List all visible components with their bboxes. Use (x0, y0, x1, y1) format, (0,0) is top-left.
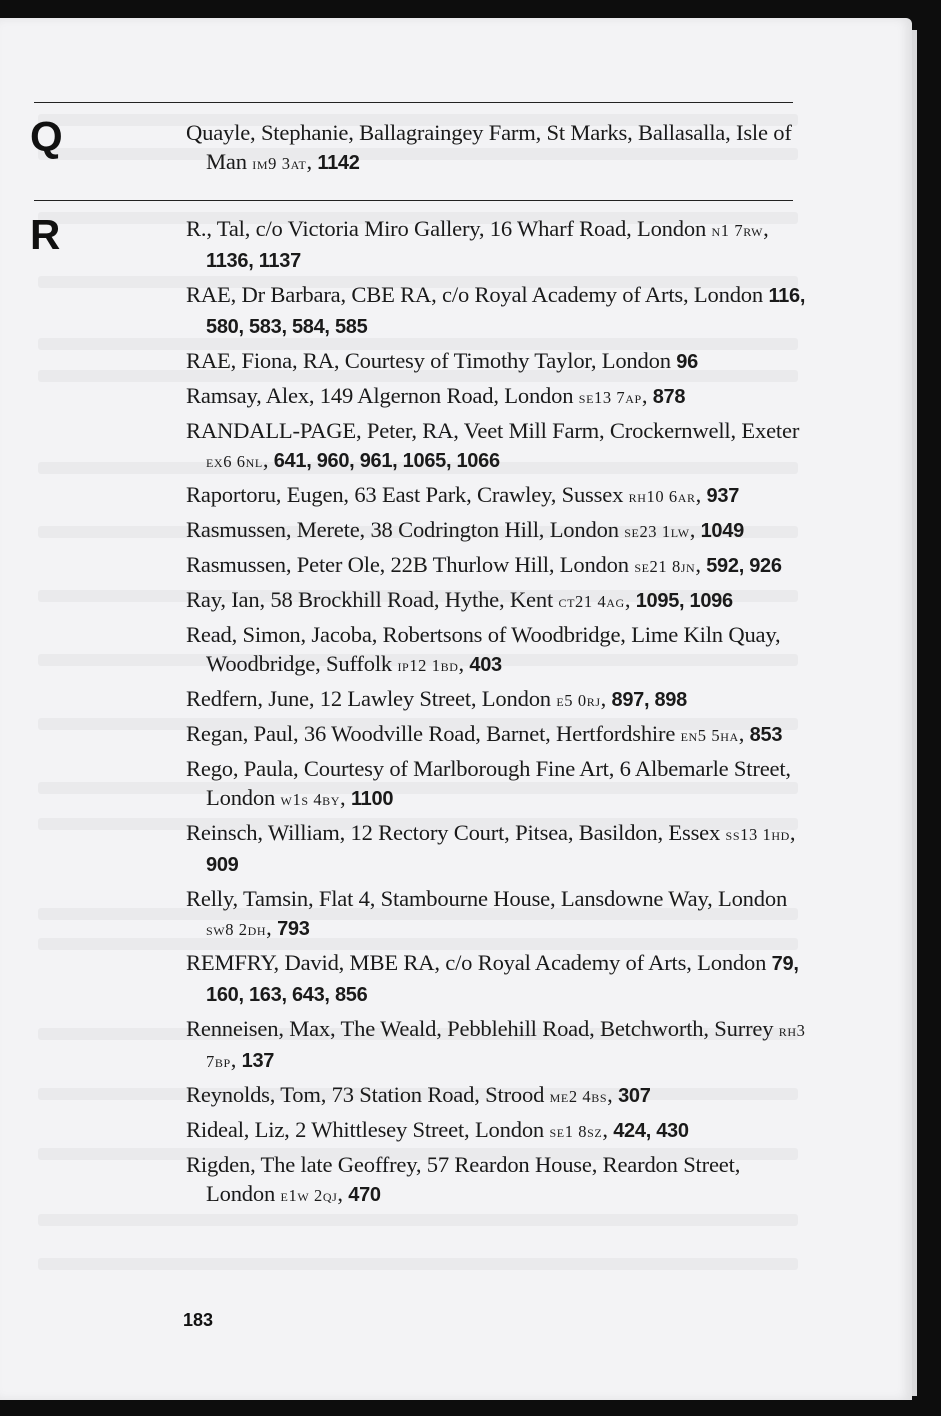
entry-name: REMFRY, David, MBE RA, c/o Royal Academy of Arts, London (186, 950, 767, 975)
index-entry: Renneisen, Max, The Weald, Pebblehill Road, Betchworth, Surrey rh3 7bp, 137 (186, 1016, 806, 1072)
entry-postcode: se1 8sz (549, 1122, 603, 1141)
entry-postcode: me2 4bs (549, 1087, 608, 1106)
entry-name: Renneisen, Max, The Weald, Pebblehill Road, Betchworth, Surrey (186, 1016, 774, 1041)
entry-postcode: ct21 4ag (558, 592, 625, 611)
entry-name: Raportoru, Eugen, 63 East Park, Crawley, Sussex (186, 482, 624, 507)
index-entry: Rasmussen, Merete, 38 Codrington Hill, London se23 1lw, 1049 (186, 517, 744, 542)
index-entry (186, 346, 806, 377)
index-entry: Ramsay, Alex, 149 Algernon Road, London se13 7ap, 878 (186, 383, 686, 408)
entry-name: Relly, Tamsin, Flat 4, Stambourne House, Lansdowne Way, London (186, 886, 788, 911)
entry-name: Reinsch, William, 12 Rectory Court, Pitsea, Basildon, Essex (186, 820, 721, 845)
entry-pages: 307 (618, 1085, 651, 1107)
section-rule-r (34, 200, 793, 201)
entry-name: RAE, Dr Barbara, CBE RA, c/o Royal Academy of Arts, London (186, 282, 763, 307)
index-entry: Read, Simon, Jacoba, Robertsons of Woodbridge, Lime Kiln Quay, Woodbridge, Suffolk ip12 1bd, 403 (186, 622, 781, 676)
entry-pages: 1136, 1137 (206, 250, 301, 272)
index-entry: Rasmussen, Peter Ole, 22B Thurlow Hill, London se21 8jn, 592, 926 (186, 552, 782, 577)
entry-name: RAE, Fiona, RA, Courtesy of Timothy Taylor, London (186, 348, 671, 373)
entry-postcode: e5 0rj (556, 691, 601, 710)
entry-postcode: e1w 2qj (280, 1186, 338, 1205)
entry-postcode: se23 1lw (624, 522, 690, 541)
index-entry: Rego, Paula, Courtesy of Marlborough Fine Art, 6 Albemarle Street, London w1s 4by, 1100 (186, 756, 791, 810)
index-entry: Redfern, June, 12 Lawley Street, London e5 0rj, 897, 898 (186, 686, 687, 711)
entry-name: Quayle, Stephanie, Ballagraingey Farm, St Marks, Ballasalla, Isle of Man (186, 120, 792, 174)
entry-pages: 79, 160, 163, 643, 856 (206, 953, 799, 1006)
entry-postcode: n1 7rw (711, 221, 764, 240)
entry-name: Reynolds, Tom, 73 Station Road, Strood (186, 1082, 545, 1107)
section-letter-q: Q (30, 113, 63, 160)
index-entry: Reinsch, William, 12 Rectory Court, Pitsea, Basildon, Essex ss13 1hd, 909 (186, 820, 796, 876)
entry-pages: 96 (676, 351, 698, 373)
section-letter-r: R (30, 211, 61, 258)
entry-name: Rego, Paula, Courtesy of Marlborough Fine Art, 6 Albemarle Street, London (186, 756, 791, 810)
entry-name: Read, Simon, Jacoba, Robertsons of Woodbridge, Lime Kiln Quay, Woodbridge, Suffolk (186, 622, 781, 676)
index-entry: Relly, Tamsin, Flat 4, Stambourne House, Lansdowne Way, London sw8 2dh, 793 (186, 886, 788, 940)
section-r-entries (186, 214, 806, 1214)
section-q-entries (186, 118, 806, 182)
section-rule-q (34, 102, 793, 103)
entry-pages: 897, 898 (611, 689, 687, 711)
entry-pages: 909 (206, 854, 239, 876)
index-entry: R., Tal, c/o Victoria Miro Gallery, 16 Wharf Road, London n1 7rw, 1136, 1137 (186, 216, 769, 272)
entry-pages: 853 (749, 724, 783, 746)
entry-name: R., Tal, c/o Victoria Miro Gallery, 16 Wharf Road, London (186, 216, 707, 241)
entry-postcode: ip12 1bd (397, 656, 459, 675)
entry-name: Rasmussen, Peter Ole, 22B Thurlow Hill, London (186, 552, 629, 577)
entry-pages: 641, 960, 961, 1065, 1066 (273, 450, 500, 472)
entry-postcode: ex6 6nl (206, 452, 263, 471)
entry-postcode: ss13 1hd (725, 825, 790, 844)
entry-pages: 1142 (317, 152, 360, 174)
entry-pages: 937 (706, 485, 740, 507)
entry-name: Rasmussen, Merete, 38 Codrington Hill, London (186, 517, 619, 542)
index-entry: Quayle, Stephanie, Ballagraingey Farm, St Marks, Ballasalla, Isle of Man im9 3at, 1142 (186, 120, 792, 174)
entry-name: Rideal, Liz, 2 Whittlesey Street, London (186, 1117, 545, 1142)
index-entry: Raportoru, Eugen, 63 East Park, Crawley, Sussex rh10 6ar, 937 (186, 482, 740, 507)
page-number: 183 (183, 1310, 214, 1330)
index-entry: RANDALL-PAGE, Peter, RA, Veet Mill Farm, Crockernwell, Exeter ex6 6nl, 641, 960, 961, 1065, 1066 (186, 418, 800, 472)
index-entry: Reynolds, Tom, 73 Station Road, Strood me2 4bs, 307 (186, 1082, 651, 1107)
index-entry (186, 280, 806, 342)
entry-pages: 137 (241, 1050, 275, 1072)
entry-postcode: rh10 6ar (628, 487, 696, 506)
page-edge (912, 30, 917, 1396)
entry-pages: 1049 (700, 520, 744, 542)
entry-name: Ramsay, Alex, 149 Algernon Road, London (186, 383, 574, 408)
entry-postcode: w1s 4by (280, 790, 341, 809)
entry-postcode: sw8 2dh (206, 920, 267, 939)
entry-postcode: rh3 7bp (206, 1021, 806, 1071)
entry-pages: 116, 580, 583, 584, 585 (206, 285, 806, 338)
entry-pages: 878 (652, 386, 686, 408)
entry-pages: 403 (469, 654, 502, 676)
entry-pages: 1100 (350, 788, 394, 810)
index-entry: Rideal, Liz, 2 Whittlesey Street, London se1 8sz, 424, 430 (186, 1117, 689, 1142)
entry-postcode: en5 5ha (680, 726, 739, 745)
entry-pages: 793 (277, 918, 310, 940)
index-entry (186, 948, 806, 1010)
entry-name: Regan, Paul, 36 Woodville Road, Barnet, Hertfordshire (186, 721, 676, 746)
index-entry: Regan, Paul, 36 Woodville Road, Barnet, Hertfordshire en5 5ha, 853 (186, 721, 783, 746)
entry-pages: 424, 430 (613, 1120, 689, 1142)
entry-postcode: se13 7ap (578, 388, 642, 407)
entry-postcode: se21 8jn (634, 557, 696, 576)
entry-name: Redfern, June, 12 Lawley Street, London (186, 686, 551, 711)
entry-name: Ray, Ian, 58 Brockhill Road, Hythe, Kent (186, 587, 554, 612)
entry-pages: 592, 926 (706, 555, 782, 577)
index-entry: Rigden, The late Geoffrey, 57 Reardon House, Reardon Street, London e1w 2qj, 470 (186, 1152, 741, 1206)
entry-name: RANDALL-PAGE, Peter, RA, Veet Mill Farm, Crockernwell, Exeter (186, 418, 800, 443)
entry-pages: 470 (348, 1184, 381, 1206)
entry-postcode: im9 3at (252, 154, 307, 173)
index-entry: Ray, Ian, 58 Brockhill Road, Hythe, Kent ct21 4ag, 1095, 1096 (186, 587, 733, 612)
entry-pages: 1095, 1096 (635, 590, 733, 612)
entry-name: Rigden, The late Geoffrey, 57 Reardon House, Reardon Street, London (186, 1152, 741, 1206)
